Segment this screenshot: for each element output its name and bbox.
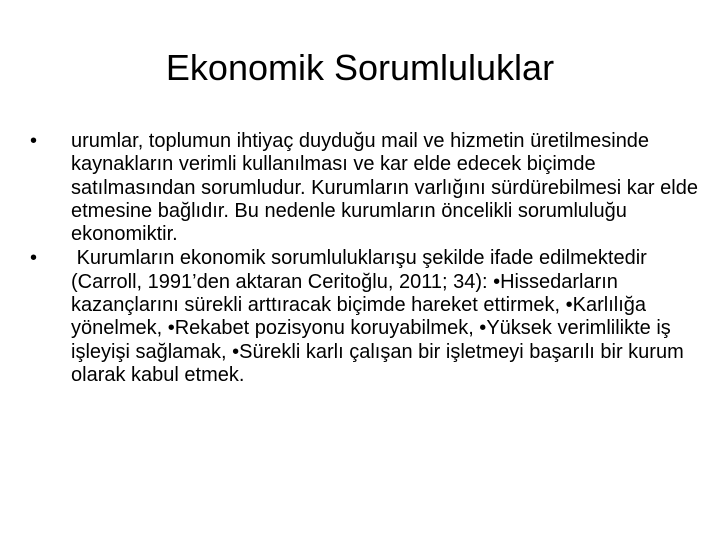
bullet-marker: • bbox=[30, 247, 38, 270]
bullet-item-carroll-definition bbox=[30, 247, 700, 387]
bullet-marker: • bbox=[30, 130, 38, 152]
bullet-text: urumlar, toplumun ihtiyaç duyduğu mail ve hizmetin üretilmesinde kaynakların verimli kullanılması ve kar elde edecek biçimde satılmasından sorumludur. Kurumların varlığını sürdürebilmesi kar elde etmesine bağlıdır. Bu nedenle kurumların öncelikli sorumluluğu ekonomiktir. bbox=[71, 130, 698, 246]
bullet-text: Kurumların ekonomik sorumluluklarışu şekilde ifade edilmektedir (Carroll, 1991’den aktaran Ceritoğlu, 2011; 34): •Hissedarların kazançlarını sürekli arttıracak biçimde hareket ettirmek, •Karlılığa yönelmek, •Rekabet pozisyonu koruyabilmek, •Yüksek verimlilikte iş işleyişi sağlamak, •Sürekli karlı çalışan bir işletmeyi başarılı bir kurum olarak kabul etmek. bbox=[71, 247, 690, 386]
bullet-list bbox=[30, 130, 700, 388]
bullet-item-economic-responsibility bbox=[30, 130, 700, 246]
slide-title: Ekonomik Sorumluluklar bbox=[165, 47, 555, 88]
